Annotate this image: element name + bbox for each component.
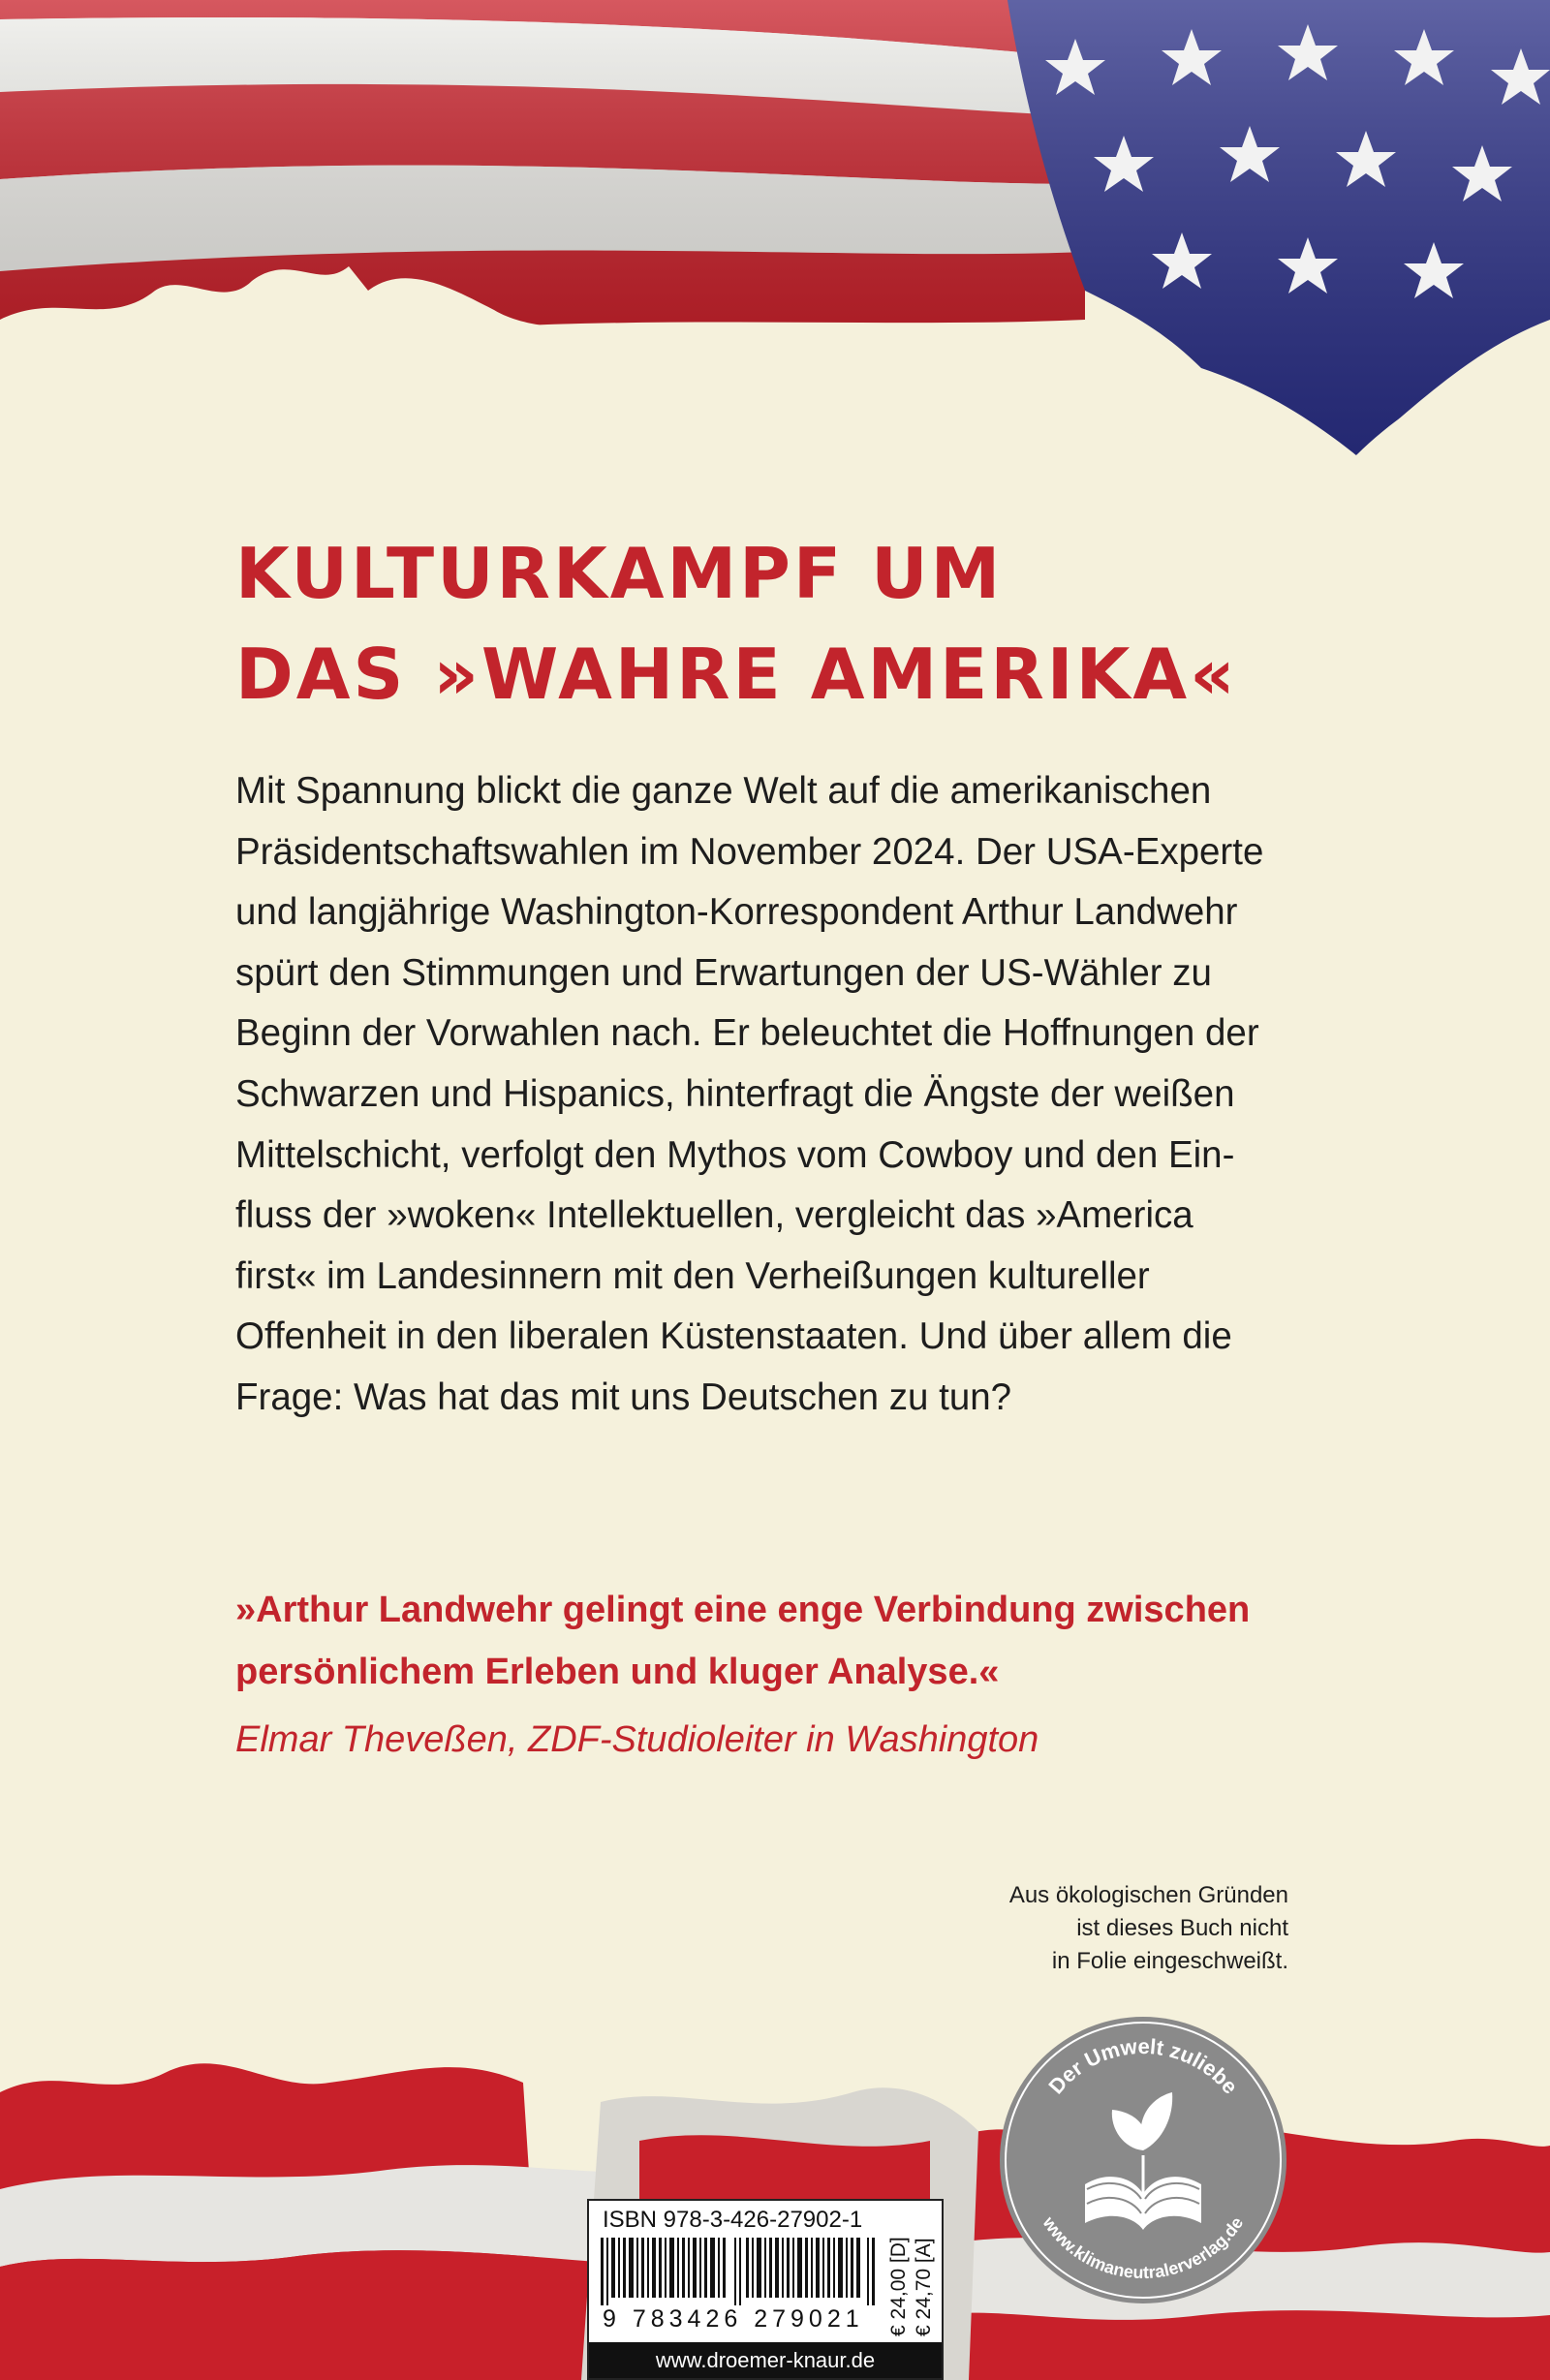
quote-line-2: persönlichem Erleben und kluger Analyse.« [235,1652,1000,1692]
quote-line-1: »Arthur Landwehr gelingt eine enge Verbindung zwischen [235,1590,1251,1630]
barcode-icon [601,2238,878,2305]
price-block [885,2237,938,2336]
blurb-line: first« im Landesinnern mit den Verheißungen kultureller [235,1254,1150,1297]
barcode-box [587,2199,944,2380]
eco-badge [998,2015,1288,2305]
badge-top-text-path: Der Umwelt zuliebe [1043,2034,1243,2099]
barcode-digits: 9 783426 279021 [603,2305,864,2333]
eco-note-line-3: in Folie eingeschweißt. [1051,1948,1288,1974]
blurb-line: Offenheit in den liberalen Küstenstaaten. Und über allem die [235,1315,1232,1358]
blurb-line: Frage: Was hat das mit uns Deutschen zu tun? [235,1375,1012,1418]
blurb-line: Schwarzen und Hispanics, hinterfragt die Ängste der weißen [235,1072,1235,1115]
badge-bottom-text-path: www.klimaneutralerverlag.de [1038,2212,1248,2283]
review-quote [235,1579,1359,1703]
quote-attribution: Elmar Theveßen, ZDF-Studioleiter in Washington [235,1719,1039,1760]
blurb-line: Mit Spannung blickt die ganze Welt auf die amerikanischen [235,770,1212,812]
headline [235,523,1398,725]
isbn-number: ISBN 978-3-426-27902-1 [603,2207,863,2233]
blurb-line: Mittelschicht, verfolgt den Mythos vom Cowboy und den Ein- [235,1133,1235,1176]
price-germany: € 24,00 [D] [887,2237,910,2336]
price-austria: € 24,70 [A] [913,2238,935,2336]
headline-line-1: KULTURKAMPF UM [235,533,1004,614]
us-flag-top-decoration [0,0,1550,542]
publisher-url: www.droemer-knaur.de [589,2342,942,2378]
blurb-line: fluss der »woken« Intellektuellen, vergleicht das »America [235,1194,1194,1237]
blurb-line: und langjährige Washington-Korrespondent Arthur Landwehr [235,891,1238,934]
eco-note-line-2: ist dieses Buch nicht [1076,1915,1288,1941]
blurb-line: Präsidentschaftswahlen im November 2024. Der USA-Experte [235,830,1264,873]
blurb-text [235,761,1340,1429]
eco-note [930,1879,1288,1978]
blurb-line: Beginn der Vorwahlen nach. Er beleuchtet die Hoffnungen der [235,1012,1259,1055]
blurb-line: spürt den Stimmungen und Erwartungen der US-Wähler zu [235,951,1212,994]
eco-note-line-1: Aus ökologischen Gründen [1008,1882,1288,1908]
headline-line-2: DAS »WAHRE AMERIKA« [235,634,1238,715]
